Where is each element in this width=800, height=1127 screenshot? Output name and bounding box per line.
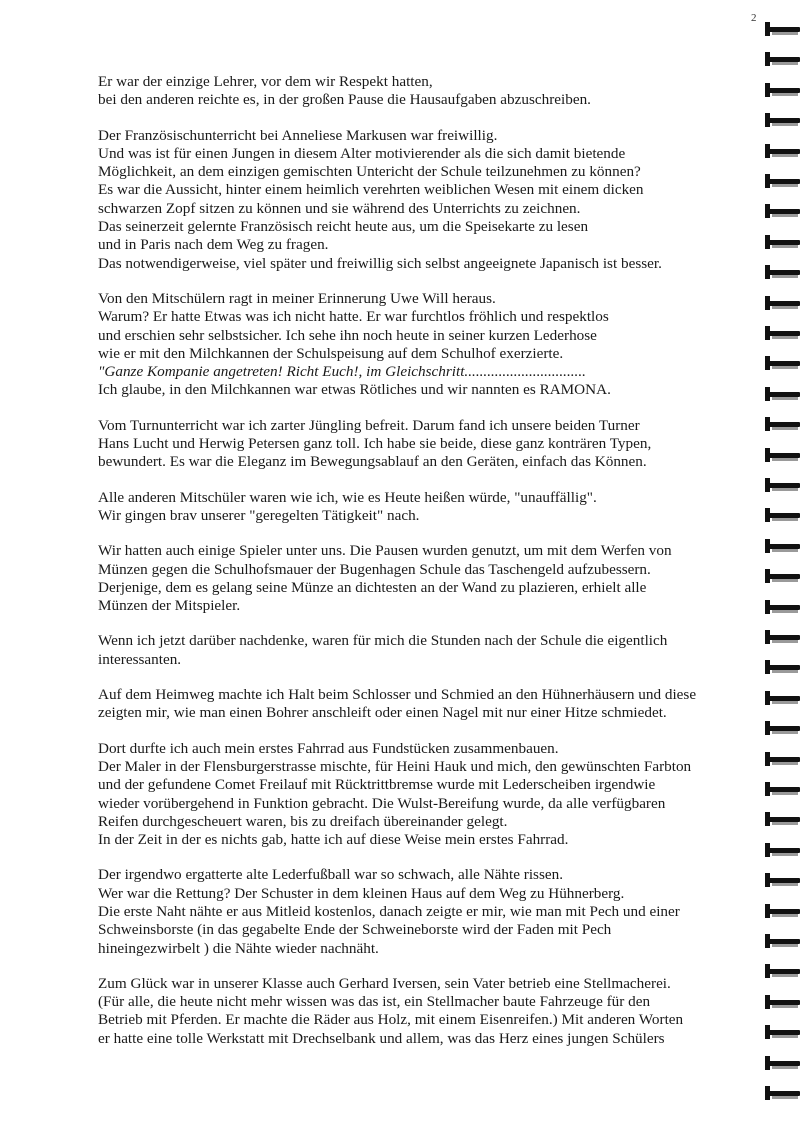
text-line: bewundert. Es war die Eleganz im Bewegungsablauf an den Geräten, einfach das Können. [98, 453, 647, 471]
text-line: In der Zeit in der es nichts gab, hatte ich auf diese Weise mein erstes Fahrrad. [98, 831, 569, 849]
binding-coil [760, 539, 800, 555]
text-line: Von den Mitschülern ragt in meiner Erinnerung Uwe Will heraus. [98, 289, 496, 307]
text-line: Reifen durchgescheuert waren, bis zu dreifach übereinander gelegt. [98, 812, 508, 830]
paragraph [98, 542, 748, 615]
text-line: wieder vorübergehend in Funktion gebracht. Die Wulst-Bereifung wurde, da alle verfügbaren [98, 794, 666, 812]
text-line: bei den anderen reichte es, in der großen Pause die Hausaufgaben abzuschreiben. [98, 91, 591, 109]
binding-coil [760, 782, 800, 798]
text-line: Wenn ich jetzt darüber nachdenke, waren für mich die Stunden nach der Schule die eigentlich [98, 632, 668, 650]
text-line: Es war die Aussicht, hinter einem heimlich verehrten weiblichen Wesen mit einem dicken [98, 181, 644, 199]
binding-coil [760, 1056, 800, 1072]
text-line: Derjenige, dem es gelang seine Münze an dichtesten an der Wand zu plazieren, erhielt alle [98, 578, 647, 596]
binding-coil [760, 752, 800, 768]
paragraph [98, 127, 748, 273]
spiral-binding [760, 22, 800, 1122]
text-line: wie er mit den Milchkannen der Schulspeisung auf dem Schulhof exerzierte. [98, 344, 564, 362]
text-line: Warum? Er hatte Etwas was ich nicht hatte. Er war furchtlos fröhlich und respektlos [98, 308, 609, 326]
text-line: Betrieb mit Pferden. Er machte die Räder aus Holz, mit einem Eisenreifen.) Mit anderen Worten [98, 1011, 684, 1029]
paragraph [98, 73, 748, 110]
binding-coil [760, 995, 800, 1011]
paragraph [98, 632, 748, 669]
text-line: Dort durfte ich auch mein erstes Fahrrad aus Fundstücken zusammenbauen. [98, 739, 559, 757]
text-line: Wer war die Rettung? Der Schuster in dem kleinen Haus auf dem Weg zu Hühnerberg. [98, 884, 625, 902]
binding-coil [760, 478, 800, 494]
binding-coil [760, 204, 800, 220]
binding-coil [760, 356, 800, 372]
paragraph [98, 975, 748, 1048]
text-line: schwarzen Zopf sitzen zu können und sie während des Unterrichts zu zeichnen. [98, 199, 581, 217]
binding-coil [760, 52, 800, 68]
text-line: und der gefundene Comet Freilauf mit Rücktrittbremse wurde mit Lederscheiben irgendwie [98, 776, 656, 794]
binding-coil [760, 387, 800, 403]
binding-coil [760, 934, 800, 950]
binding-coil [760, 113, 800, 129]
binding-coil [760, 721, 800, 737]
text-line: "Ganze Kompanie angetreten! Richt Euch!, im Gleichschritt................................ [98, 363, 586, 381]
binding-coil [760, 265, 800, 281]
text-line: (Für alle, die heute nicht mehr wissen was das ist, ein Stellmacher baute Fahrzeuge für den [98, 993, 651, 1011]
text-line: Die erste Naht nähte er aus Mitleid kostenlos, danach zeigte er mir, wie man mit Pech und einer [98, 902, 680, 920]
binding-coil [760, 235, 800, 251]
text-line: Der irgendwo ergatterte alte Lederfußball war so schwach, alle Nähte rissen. [98, 866, 563, 884]
binding-coil [760, 83, 800, 99]
binding-coil [760, 296, 800, 312]
binding-coil [760, 326, 800, 342]
text-line: Wir hatten auch einige Spieler unter uns. Die Pausen wurden genutzt, um mit dem Werfen von [98, 542, 672, 560]
paragraph [98, 686, 748, 723]
text-line: und erschien sehr selbstsicher. Ich sehe ihn noch heute in seiner kurzen Lederhose [98, 326, 597, 344]
text-line: Das seinerzeit gelernte Französisch reicht heute aus, um die Speisekarte zu lesen [98, 218, 589, 236]
paragraph [98, 290, 748, 400]
text-line: Münzen gegen die Schulhofsmauer der Bugenhagen Schule das Taschengeld aufzubessern. [98, 560, 651, 578]
binding-coil [760, 812, 800, 828]
binding-coil [760, 448, 800, 464]
paragraph [98, 866, 748, 957]
text-line: Münzen der Mitspieler. [98, 597, 241, 615]
binding-coil [760, 904, 800, 920]
binding-coil [760, 417, 800, 433]
text-line: Und was ist für einen Jungen in diesem Alter motivierender als die sich damit bietende [98, 144, 626, 162]
text-line: Möglichkeit, an dem einzigen gemischten Untericht der Schule teilzunehmen zu können? [98, 163, 641, 181]
text-line: und in Paris nach dem Weg zu fragen. [98, 236, 329, 254]
binding-coil [760, 600, 800, 616]
text-line: Hans Lucht und Herwig Petersen ganz toll. Ich habe sie beide, diese ganz konträren Typen, [98, 435, 652, 453]
paragraph [98, 489, 748, 526]
text-line: Vom Turnunterricht war ich zarter Jüngling befreit. Darum fand ich unsere beiden Turner [98, 416, 640, 434]
paragraph [98, 740, 748, 850]
text-line: Wir gingen brav unserer "geregelten Tätigkeit" nach. [98, 506, 420, 524]
text-line: zeigten mir, wie man einen Bohrer anschleift oder einen Nagel mit nur einer Hitze schmiedet. [98, 704, 667, 722]
binding-coil [760, 873, 800, 889]
text-line: Das notwendigerweise, viel später und freiwillig sich selbst angeeignete Japanisch ist besser. [98, 254, 662, 272]
binding-coil [760, 1025, 800, 1041]
binding-coil [760, 691, 800, 707]
text-line: Alle anderen Mitschüler waren wie ich, wie es Heute heißen würde, "unauffällig". [98, 488, 597, 506]
text-line: hineingezwirbelt ) die Nähte wieder nachnäht. [98, 939, 379, 957]
binding-coil [760, 964, 800, 980]
page-number: 2 [751, 12, 757, 24]
text-line: Schweinsborste (in das gegabelte Ende der Schweineborste wird der Faden mit Pech [98, 921, 612, 939]
text-line: Er war der einzige Lehrer, vor dem wir Respekt hatten, [98, 73, 433, 90]
binding-coil [760, 660, 800, 676]
binding-coil [760, 22, 800, 38]
binding-coil [760, 144, 800, 160]
binding-coil [760, 174, 800, 190]
binding-coil [760, 1086, 800, 1102]
text-line: Zum Glück war in unserer Klasse auch Gerhard Iversen, sein Vater betrieb eine Stellmacherei. [98, 974, 671, 992]
text-line: Ich glaube, in den Milchkannen war etwas Rötliches und wir nannten es RAMONA. [98, 381, 611, 399]
text-line: Der Französischunterricht bei Anneliese Markusen war freiwillig. [98, 126, 498, 144]
text-line: er hatte eine tolle Werkstatt mit Drechselbank und allem, was das Herz eines jungen Schülers [98, 1029, 665, 1047]
binding-coil [760, 630, 800, 646]
binding-coil [760, 569, 800, 585]
text-line: Auf dem Heimweg machte ich Halt beim Schlosser und Schmied an den Hühnerhäusern und diese [98, 686, 697, 704]
binding-coil [760, 508, 800, 524]
binding-coil [760, 843, 800, 859]
paragraph [98, 417, 748, 472]
text-line: interessanten. [98, 650, 182, 668]
text-line: Der Maler in der Flensburgerstrasse mischte, für Heini Hauk und mich, den gewünschten Farbton [98, 757, 692, 775]
document-body [98, 73, 748, 1065]
